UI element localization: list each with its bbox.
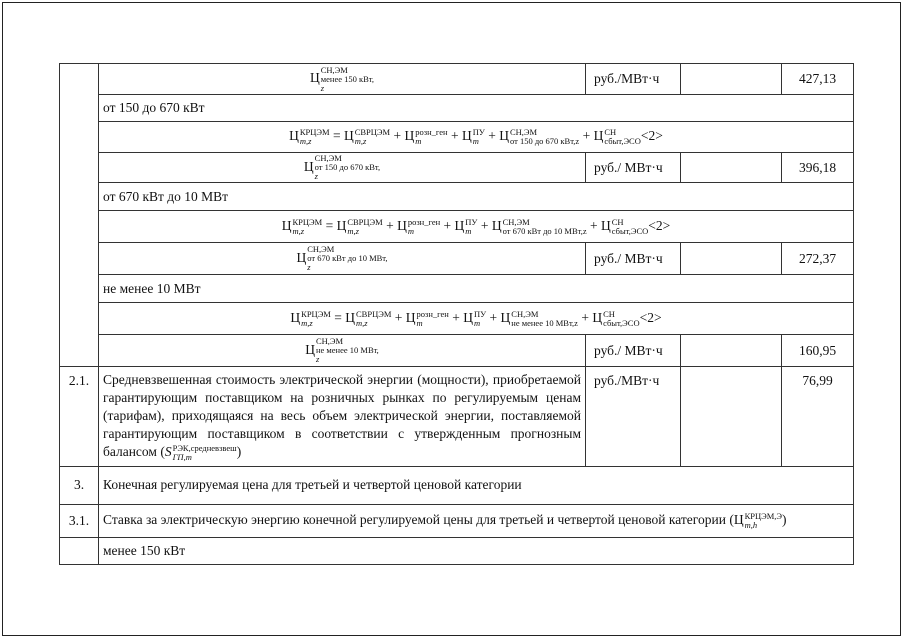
table-row bbox=[60, 95, 854, 122]
description-cell: Средневзвешенная стоимость электрической энергии (мощности), приобретаемой гарантирующим поставщиком на розничных рынках по регулируемым ценам (тарифам), приходящаяся на весь объем электрической энергии, поставляемой гарантирующим поставщиком в соответствии с утвержденным прогнозным балансом (S РЭК,средневзвеш ГП,m ) bbox=[99, 367, 586, 467]
unit-cell: руб./ МВт·ч bbox=[586, 243, 681, 275]
row-number: 3.1. bbox=[60, 504, 99, 537]
formula-row: Ц КРЦЭМ m,z = Ц СВРЦЭМ m,z + Ц розн_ген m + Ц ПУ m + Ц СН,ЭМ не менее 10 МВт,z + Ц СН сбыт,ЭСО <2> bbox=[99, 303, 854, 335]
empty-cell bbox=[681, 153, 782, 183]
table-row bbox=[60, 367, 854, 467]
value-cell: 160,95 bbox=[782, 335, 854, 367]
section-title: Ставка за электрическую энергию конечной регулируемой цены для третьей и четвертой ценовой категории (Ц КРЦЭМ,Э m,h ) bbox=[99, 504, 854, 537]
table-row bbox=[60, 122, 854, 153]
table-row bbox=[60, 64, 854, 95]
formula-row: Ц КРЦЭМ m,z = Ц СВРЦЭМ m,z + Ц розн_ген m + Ц ПУ m + Ц СН,ЭМ от 670 кВт до 10 МВт,z + Ц СН сбыт,ЭСО <2> bbox=[99, 211, 854, 243]
formula-cell: Ц СН,ЭМ от 670 кВт до 10 МВт, z bbox=[99, 243, 586, 275]
table-row bbox=[60, 275, 854, 303]
section-title: Конечная регулируемая цена для третьей и четвертой ценовой категории bbox=[99, 466, 854, 504]
table-row bbox=[60, 211, 854, 243]
row-number: 3. bbox=[60, 466, 99, 504]
table-row bbox=[60, 243, 854, 275]
range-label: от 150 до 670 кВт bbox=[99, 95, 854, 122]
empty-cell bbox=[681, 243, 782, 275]
table-row bbox=[60, 183, 854, 211]
table-row bbox=[60, 537, 854, 564]
value-cell: 76,99 bbox=[782, 367, 854, 467]
unit-cell: руб./ МВт·ч bbox=[586, 335, 681, 367]
number-cell bbox=[60, 64, 99, 367]
value-cell: 396,18 bbox=[782, 153, 854, 183]
formula-row: Ц КРЦЭМ m,z = Ц СВРЦЭМ m,z + Ц розн_ген m + Ц ПУ m + Ц СН,ЭМ от 150 до 670 кВт,z + Ц СН сбыт,ЭСО <2> bbox=[99, 122, 854, 153]
empty-cell bbox=[681, 64, 782, 95]
formula-cell: Ц СН,ЭМ менее 150 кВт, z bbox=[99, 64, 586, 95]
formula-cell: Ц СН,ЭМ не менее 10 МВт, z bbox=[99, 335, 586, 367]
row-number: 2.1. bbox=[60, 367, 99, 467]
table-row bbox=[60, 335, 854, 367]
table-row bbox=[60, 303, 854, 335]
table-row bbox=[60, 504, 854, 537]
table-row bbox=[60, 153, 854, 183]
table-row bbox=[60, 466, 854, 504]
value-cell: 427,13 bbox=[782, 64, 854, 95]
unit-cell: руб./МВт·ч bbox=[586, 367, 681, 467]
unit-cell: руб./МВт·ч bbox=[586, 64, 681, 95]
empty-cell bbox=[681, 335, 782, 367]
range-label: менее 150 кВт bbox=[99, 537, 854, 564]
unit-cell: руб./ МВт·ч bbox=[586, 153, 681, 183]
formula-cell: Ц СН,ЭМ от 150 до 670 кВт, z bbox=[99, 153, 586, 183]
value-cell: 272,37 bbox=[782, 243, 854, 275]
range-label: от 670 кВт до 10 МВт bbox=[99, 183, 854, 211]
empty-cell bbox=[681, 367, 782, 467]
range-label: не менее 10 МВт bbox=[99, 275, 854, 303]
number-cell bbox=[60, 537, 99, 564]
tariff-table bbox=[59, 63, 854, 565]
